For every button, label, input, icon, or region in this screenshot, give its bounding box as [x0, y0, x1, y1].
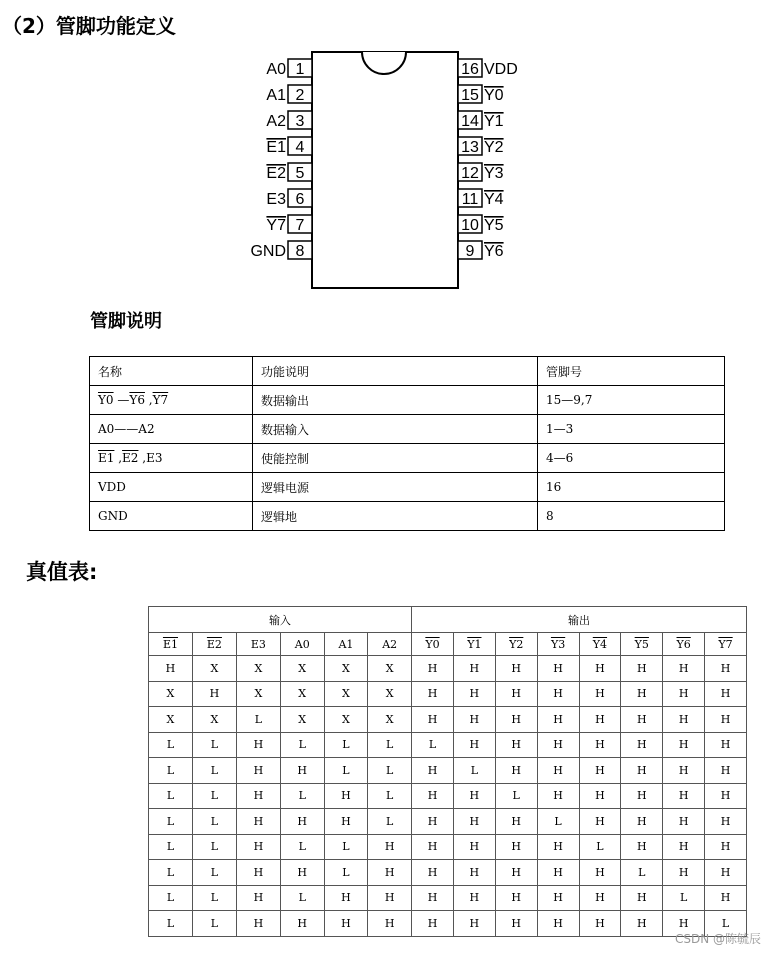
table-cell: H — [705, 758, 747, 784]
column-header-label: A1 — [338, 637, 354, 651]
table-cell: L — [324, 860, 368, 886]
table-cell: H — [537, 758, 579, 784]
output-group-header: 输出 — [412, 607, 747, 633]
table-cell: H — [453, 732, 495, 758]
table-cell: L — [412, 732, 454, 758]
pin-description-table — [89, 356, 725, 531]
pin-label: Y6 — [484, 243, 504, 260]
table-cell: X — [324, 656, 368, 682]
column-header-label: E2 — [206, 637, 222, 651]
pin-label: Y2 — [484, 139, 504, 156]
column-header-label: A0 — [294, 637, 310, 651]
table-cell: H — [495, 860, 537, 886]
table-cell: H — [368, 885, 412, 911]
table-row — [149, 860, 747, 886]
table-cell: X — [149, 707, 193, 733]
table-cell: H — [412, 681, 454, 707]
table-cell: L — [236, 707, 280, 733]
table-cell: L — [149, 809, 193, 835]
table-cell: H — [149, 656, 193, 682]
table-cell: L — [368, 809, 412, 835]
table-cell: H — [663, 783, 705, 809]
input-group-header: 输入 — [149, 607, 412, 633]
column-header-label: Y6 — [676, 637, 691, 651]
table-row — [90, 473, 725, 502]
table-row — [149, 732, 747, 758]
column-header — [705, 633, 747, 656]
table-cell: H — [192, 681, 236, 707]
table-cell: H — [663, 732, 705, 758]
table-cell: H — [621, 707, 663, 733]
table-cell: H — [453, 707, 495, 733]
table-cell: H — [705, 860, 747, 886]
table-cell: H — [236, 860, 280, 886]
table-cell: H — [280, 860, 324, 886]
table-cell: H — [579, 732, 621, 758]
pin-label: Y0 — [484, 87, 504, 104]
row-name: Y0 —Y6 ,Y7 — [90, 386, 253, 415]
table-cell: L — [705, 911, 747, 937]
table-cell: H — [412, 656, 454, 682]
table-cell: L — [192, 834, 236, 860]
pin-number: 11 — [461, 191, 479, 208]
table-cell: H — [236, 885, 280, 911]
pin-label: E3 — [266, 191, 286, 208]
table-cell: L — [368, 732, 412, 758]
column-header-label: Y4 — [592, 637, 608, 651]
table-cell: H — [579, 656, 621, 682]
table-cell: L — [579, 834, 621, 860]
table-cell: L — [192, 783, 236, 809]
csdn-watermark: CSDN @陈毓辰 — [674, 932, 761, 946]
table-cell: L — [192, 809, 236, 835]
table-cell: H — [495, 681, 537, 707]
column-header-label: A2 — [382, 637, 398, 651]
table-row — [149, 783, 747, 809]
table-cell: H — [621, 809, 663, 835]
pin-label: Y7 — [266, 217, 286, 234]
table-cell: H — [663, 707, 705, 733]
chip-pinout-diagram — [230, 50, 540, 290]
table-cell: L — [149, 860, 193, 886]
table-cell: H — [412, 758, 454, 784]
table-row — [90, 502, 725, 531]
pin-number: 15 — [461, 87, 479, 104]
pin-number: 13 — [461, 139, 479, 156]
column-header-label: E3 — [250, 637, 266, 651]
table-cell: L — [368, 783, 412, 809]
table-row — [149, 681, 747, 707]
truth-table-title: 真值表: — [26, 560, 98, 584]
table-cell: H — [324, 809, 368, 835]
table-cell: H — [579, 809, 621, 835]
pin-number: 3 — [295, 113, 305, 130]
table-row — [149, 758, 747, 784]
header-pin-number: 管脚号 — [538, 357, 725, 386]
pin-label: E1 — [266, 139, 286, 156]
table-cell: H — [412, 885, 454, 911]
column-header-label: Y5 — [634, 637, 649, 651]
table-cell: X — [236, 681, 280, 707]
table-cell: H — [537, 656, 579, 682]
pin-label: A0 — [266, 61, 286, 78]
row-name: VDD — [90, 473, 253, 502]
column-header-label: Y1 — [467, 637, 482, 651]
table-cell: H — [324, 885, 368, 911]
table-cell: H — [280, 809, 324, 835]
table-cell: H — [579, 681, 621, 707]
pin-label: E2 — [266, 165, 286, 182]
table-cell: H — [495, 885, 537, 911]
column-header-row — [149, 633, 747, 656]
table-cell: H — [453, 834, 495, 860]
row-function: 数据输出 — [253, 386, 538, 415]
row-function: 使能控制 — [253, 444, 538, 473]
table-cell: H — [236, 809, 280, 835]
table-cell: H — [579, 707, 621, 733]
table-cell: H — [412, 834, 454, 860]
row-pins: 15—9,7 — [538, 386, 725, 415]
table-cell: H — [663, 656, 705, 682]
column-header — [412, 633, 454, 656]
row-function: 逻辑电源 — [253, 473, 538, 502]
table-cell: H — [280, 758, 324, 784]
table-cell: H — [705, 783, 747, 809]
column-header — [368, 633, 412, 656]
table-cell: X — [280, 681, 324, 707]
table-cell: H — [663, 911, 705, 937]
column-header-label: Y7 — [718, 637, 733, 651]
pin-label: VDD — [484, 61, 518, 78]
column-header — [149, 633, 193, 656]
header-name: 名称 — [90, 357, 253, 386]
table-cell: L — [149, 885, 193, 911]
table-cell: L — [495, 783, 537, 809]
table-cell: H — [236, 834, 280, 860]
table-cell: H — [705, 809, 747, 835]
pin-number: 4 — [295, 139, 305, 156]
table-row — [90, 444, 725, 473]
table-cell: H — [579, 885, 621, 911]
table-cell: H — [368, 860, 412, 886]
table-cell: H — [368, 834, 412, 860]
section-heading: （2）管脚功能定义 — [2, 14, 176, 38]
column-header — [579, 633, 621, 656]
table-cell: H — [453, 656, 495, 682]
table-cell: H — [663, 681, 705, 707]
table-row — [149, 809, 747, 835]
table-cell: H — [236, 911, 280, 937]
table-cell: H — [324, 783, 368, 809]
table-cell: H — [663, 834, 705, 860]
table-cell: L — [149, 834, 193, 860]
table-header-row — [90, 357, 725, 386]
table-cell: H — [537, 783, 579, 809]
table-cell: X — [368, 707, 412, 733]
table-cell: H — [453, 860, 495, 886]
pin-number: 14 — [461, 113, 479, 130]
pin-number: 12 — [461, 165, 479, 182]
header-function: 功能说明 — [253, 357, 538, 386]
table-cell: H — [579, 758, 621, 784]
truth-table — [148, 606, 747, 937]
table-row — [149, 707, 747, 733]
table-cell: L — [280, 732, 324, 758]
table-cell: H — [453, 783, 495, 809]
table-cell: H — [412, 809, 454, 835]
table-cell: H — [495, 911, 537, 937]
column-header-label: E1 — [162, 637, 178, 651]
table-cell: H — [537, 834, 579, 860]
row-function: 数据输入 — [253, 415, 538, 444]
table-cell: H — [621, 758, 663, 784]
table-cell: X — [324, 707, 368, 733]
column-header — [663, 633, 705, 656]
pin-label: Y4 — [484, 191, 504, 208]
table-cell: H — [236, 732, 280, 758]
table-cell: L — [149, 783, 193, 809]
table-cell: H — [412, 783, 454, 809]
pin-number: 7 — [295, 217, 305, 234]
table-cell: L — [621, 860, 663, 886]
table-row — [149, 911, 747, 937]
table-cell: L — [368, 758, 412, 784]
table-cell: H — [579, 911, 621, 937]
table-cell: H — [537, 911, 579, 937]
table-cell: X — [280, 656, 324, 682]
table-cell: X — [192, 707, 236, 733]
table-cell: H — [663, 860, 705, 886]
table-cell: L — [324, 732, 368, 758]
pin-label: Y1 — [484, 113, 504, 130]
column-header — [236, 633, 280, 656]
table-cell: H — [663, 809, 705, 835]
pin-label: A1 — [266, 87, 286, 104]
row-pins: 16 — [538, 473, 725, 502]
table-cell: H — [453, 911, 495, 937]
table-row — [149, 885, 747, 911]
chip-body — [312, 52, 458, 288]
pin-label: Y5 — [484, 217, 504, 234]
table-cell: H — [412, 860, 454, 886]
table-cell: H — [453, 809, 495, 835]
group-header-row — [149, 607, 747, 633]
table-row — [149, 834, 747, 860]
pin-label: GND — [250, 243, 286, 260]
column-header — [453, 633, 495, 656]
row-pins: 8 — [538, 502, 725, 531]
table-cell: H — [368, 911, 412, 937]
pin-number: 2 — [295, 87, 305, 104]
row-pins: 4—6 — [538, 444, 725, 473]
column-header-label: Y3 — [550, 637, 566, 651]
table-cell: H — [621, 656, 663, 682]
column-header — [537, 633, 579, 656]
row-name: GND — [90, 502, 253, 531]
table-cell: H — [621, 911, 663, 937]
table-cell: H — [705, 656, 747, 682]
table-cell: X — [324, 681, 368, 707]
table-cell: H — [280, 911, 324, 937]
table-cell: H — [621, 681, 663, 707]
column-header-label: Y2 — [509, 637, 524, 651]
table-cell: H — [495, 732, 537, 758]
table-cell: L — [192, 732, 236, 758]
pin-number: 6 — [295, 191, 305, 208]
table-cell: H — [495, 656, 537, 682]
table-cell: H — [621, 834, 663, 860]
table-cell: L — [324, 758, 368, 784]
pin-number: 5 — [295, 165, 305, 182]
table-cell: L — [280, 834, 324, 860]
table-cell: H — [579, 860, 621, 886]
row-pins: 1—3 — [538, 415, 725, 444]
table-cell: X — [149, 681, 193, 707]
pin-number: 10 — [461, 217, 479, 234]
table-cell: H — [324, 911, 368, 937]
table-cell: L — [453, 758, 495, 784]
table-row — [90, 386, 725, 415]
table-cell: H — [705, 681, 747, 707]
table-cell: H — [663, 758, 705, 784]
row-name: A0——A2 — [90, 415, 253, 444]
table-cell: L — [149, 758, 193, 784]
table-cell: H — [537, 732, 579, 758]
table-cell: X — [280, 707, 324, 733]
column-header — [621, 633, 663, 656]
table-cell: H — [453, 681, 495, 707]
table-row — [149, 656, 747, 682]
column-header — [324, 633, 368, 656]
table-cell: H — [495, 707, 537, 733]
table-cell: H — [236, 783, 280, 809]
table-cell: H — [412, 911, 454, 937]
pin-number: 1 — [295, 61, 305, 78]
table-cell: L — [149, 732, 193, 758]
column-header — [495, 633, 537, 656]
table-cell: L — [324, 834, 368, 860]
table-cell: H — [537, 681, 579, 707]
table-cell: L — [149, 911, 193, 937]
table-cell: L — [192, 911, 236, 937]
row-function: 逻辑地 — [253, 502, 538, 531]
table-cell: H — [621, 783, 663, 809]
pin-number: 8 — [295, 243, 305, 260]
column-header-label: Y0 — [425, 637, 440, 651]
table-cell: X — [192, 656, 236, 682]
table-cell: H — [537, 860, 579, 886]
table-cell: H — [705, 885, 747, 911]
table-cell: H — [453, 885, 495, 911]
table-cell: L — [280, 783, 324, 809]
table-cell: H — [495, 758, 537, 784]
table-cell: L — [280, 885, 324, 911]
table-cell: H — [705, 834, 747, 860]
column-header — [192, 633, 236, 656]
table-cell: L — [192, 860, 236, 886]
pin-label: Y3 — [484, 165, 504, 182]
table-cell: H — [236, 758, 280, 784]
table-row — [90, 415, 725, 444]
table-cell: H — [579, 783, 621, 809]
pin-description-title: 管脚说明 — [90, 311, 162, 332]
table-cell: L — [192, 758, 236, 784]
table-cell: L — [537, 809, 579, 835]
pin-number: 16 — [461, 61, 479, 78]
table-cell: L — [663, 885, 705, 911]
table-cell: H — [495, 834, 537, 860]
table-cell: H — [537, 707, 579, 733]
table-cell: H — [621, 885, 663, 911]
table-cell: L — [192, 885, 236, 911]
pin-label: A2 — [266, 113, 286, 130]
table-cell: H — [621, 732, 663, 758]
table-cell: X — [368, 656, 412, 682]
pin-number: 9 — [465, 243, 475, 260]
row-name: E1 ,E2 ,E3 — [90, 444, 253, 473]
column-header — [280, 633, 324, 656]
table-cell: X — [236, 656, 280, 682]
table-cell: X — [368, 681, 412, 707]
table-cell: H — [705, 732, 747, 758]
table-cell: H — [495, 809, 537, 835]
table-cell: H — [537, 885, 579, 911]
table-cell: H — [705, 707, 747, 733]
table-cell: H — [412, 707, 454, 733]
